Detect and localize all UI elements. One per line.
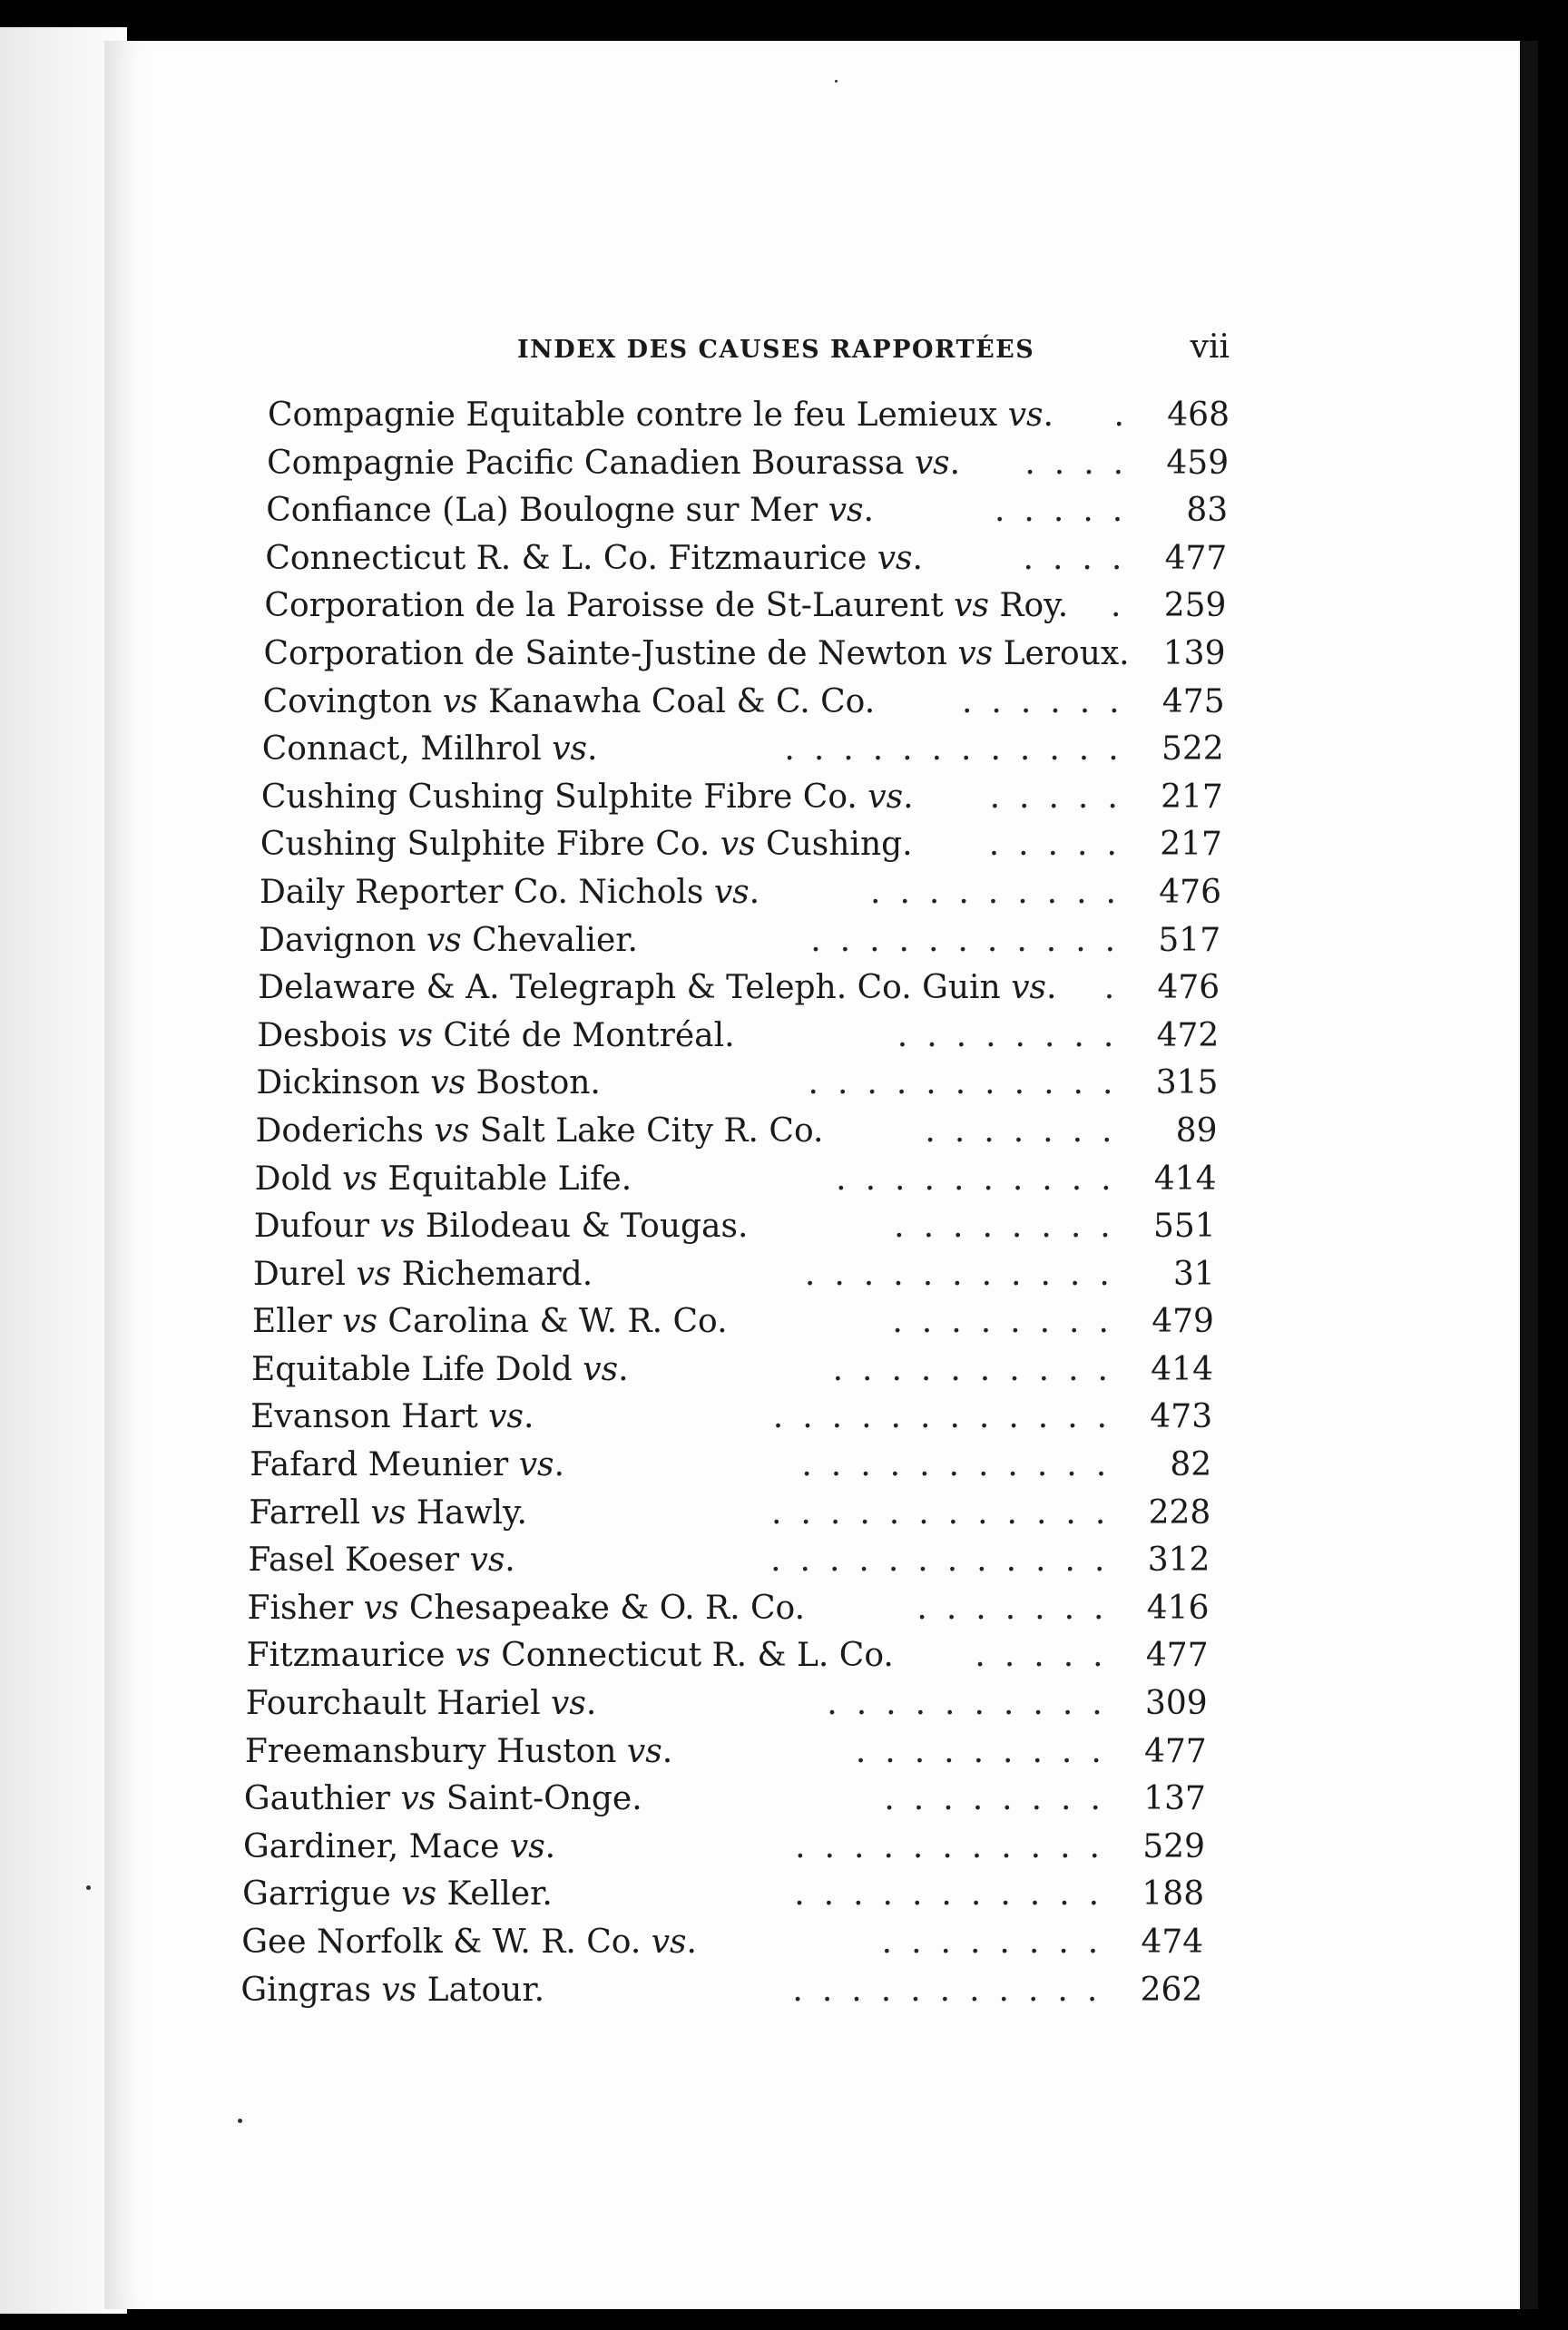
dot-leader: ...... (961, 682, 1139, 720)
entry-name: Fasel Koeser vs. (248, 1542, 515, 1580)
entry-name: Equitable Life Dold vs. (251, 1350, 629, 1388)
entry-name: Fafard Meunier vs. (250, 1446, 564, 1484)
index-entry (260, 821, 1222, 869)
entry-page-number: 416 (1146, 1589, 1210, 1627)
entry-name: Gardiner, Mace vs. (243, 1827, 556, 1865)
index-entry (265, 535, 1227, 583)
entry-name: Fisher vs Chesapeake & O. R. Co. (247, 1589, 806, 1627)
entry-name: Cushing Cushing Sulphite Fibre Co. vs. (260, 778, 914, 816)
page-edge (1520, 41, 1538, 2309)
dot-leader: .......... (832, 1350, 1127, 1388)
index-entries (240, 392, 1230, 2014)
entry-page-number: 89 (1175, 1111, 1218, 1150)
entry-name: Corporation de la Paroisse de St-Laurent vs Roy. (264, 587, 1069, 625)
entry-page-number: 522 (1161, 730, 1224, 769)
index-entry (248, 1537, 1210, 1585)
entry-page-number: 475 (1161, 682, 1225, 720)
index-entry (264, 631, 1226, 679)
entry-name: Davignon vs Chevalier. (259, 921, 638, 959)
dot-leader: ........... (801, 1446, 1126, 1484)
index-entry (263, 679, 1225, 727)
index-entry (261, 774, 1223, 822)
entry-page-number: 529 (1142, 1827, 1205, 1865)
dot-leader: ........... (808, 1064, 1132, 1102)
entry-page-number: 312 (1147, 1542, 1210, 1580)
dot-leader: ..... (989, 778, 1137, 816)
entry-page-number: 309 (1144, 1685, 1208, 1723)
entry-page-number: 473 (1150, 1398, 1213, 1436)
entry-page-number: 477 (1164, 539, 1228, 577)
entry-page-number: 414 (1151, 1350, 1213, 1388)
running-header (517, 328, 1239, 374)
entry-page-number: 476 (1159, 873, 1221, 911)
index-entry (254, 1203, 1216, 1251)
entry-page-number: 551 (1152, 1208, 1216, 1246)
index-entry (264, 582, 1226, 631)
dot-leader: ..... (975, 1637, 1122, 1675)
entry-name: Corporation de Sainte-Justine de Newton vs Leroux. (263, 634, 1130, 672)
index-entry (244, 1776, 1206, 1824)
index-entry (256, 1108, 1218, 1156)
entry-name: Dickinson vs Boston. (256, 1064, 601, 1102)
entry-name: Gingras vs Latour. (240, 1971, 545, 2009)
index-entry (250, 1442, 1211, 1490)
dot-leader: ........ (892, 1303, 1128, 1341)
index-entry (257, 1013, 1219, 1061)
entry-page-number: 217 (1161, 778, 1223, 816)
index-entry (241, 1919, 1203, 1967)
dot-leader: ........... (794, 1875, 1119, 1914)
dot-leader: ............ (770, 1493, 1125, 1532)
entry-name: Cushing Sulphite Fibre Co. vs Cushing. (260, 826, 913, 864)
index-entry (245, 1728, 1207, 1777)
index-entry (251, 1346, 1213, 1395)
entry-name: Fourchault Hariel vs. (245, 1685, 597, 1723)
dot-leader: .... (1023, 539, 1142, 577)
entry-page-number: 82 (1170, 1446, 1212, 1484)
index-entry (249, 1490, 1210, 1538)
dot-leader: . (1110, 587, 1141, 625)
dot-leader: ..... (988, 826, 1136, 864)
dot-leader: ........... (810, 921, 1135, 959)
entry-page-number: 31 (1173, 1255, 1215, 1293)
dot-leader: ......... (855, 1732, 1121, 1770)
index-entry (256, 1060, 1218, 1108)
index-entry (259, 917, 1220, 965)
index-entry (243, 1824, 1205, 1872)
entry-name: Eller vs Carolina & W. R. Co. (251, 1303, 728, 1341)
entry-page-number: 188 (1142, 1875, 1205, 1914)
index-entry (255, 1156, 1217, 1204)
entry-name: Doderichs vs Salt Lake City R. Co. (255, 1111, 824, 1150)
dot-leader: ........... (795, 1827, 1119, 1865)
index-entry (253, 1251, 1215, 1299)
entry-page-number: 459 (1166, 444, 1230, 482)
entry-name: Dold vs Equitable Life. (254, 1160, 632, 1198)
index-entry (247, 1632, 1209, 1680)
index-entry (260, 869, 1221, 917)
entry-page-number: 477 (1145, 1637, 1209, 1675)
entry-name: Confiance (La) Boulogne sur Mer vs. (266, 492, 874, 530)
entry-name: Freemansbury Huston vs. (244, 1732, 673, 1770)
dot-leader: ............ (772, 1398, 1127, 1436)
index-entry (258, 964, 1220, 1013)
entry-page-number: 476 (1157, 969, 1220, 1007)
entry-page-number: 259 (1163, 587, 1227, 625)
entry-name: Connecticut R. & L. Co. Fitzmaurice vs. (265, 539, 923, 577)
entry-page-number: 468 (1167, 396, 1230, 434)
index-entry (267, 440, 1229, 488)
dot-leader: .......... (836, 1160, 1131, 1198)
dot-leader: ........ (894, 1208, 1130, 1246)
dot-leader: ........ (897, 1016, 1133, 1054)
index-entry (262, 726, 1224, 774)
dot-leader: ........... (804, 1255, 1129, 1293)
index-entry (248, 1585, 1210, 1633)
entry-page-number: 139 (1162, 634, 1226, 672)
index-entry (242, 1871, 1204, 1919)
index-entry (252, 1298, 1214, 1346)
entry-page-number: 217 (1160, 826, 1222, 864)
entry-name: Connact, Milhrol vs. (261, 730, 598, 769)
index-entry (246, 1680, 1208, 1728)
entry-name: Farrell vs Hawly. (249, 1493, 527, 1532)
entry-name: Covington vs Kanawha Coal & C. Co. (262, 682, 876, 720)
entry-name: Delaware & A. Telegraph & Teleph. Co. Guin vs. (258, 969, 1057, 1007)
dot-leader: ..... (994, 492, 1142, 530)
entry-page-number: 517 (1158, 921, 1221, 959)
dot-leader: ........ (881, 1924, 1118, 1961)
dot-leader: ....... (916, 1589, 1123, 1627)
entry-page-number: 262 (1140, 1971, 1203, 2009)
dot-leader: ............ (770, 1542, 1124, 1580)
entry-name: Compagnie Pacific Canadien Bourassa vs. (267, 444, 961, 482)
page-folio: vii (1190, 328, 1230, 366)
dot-leader: . (1113, 396, 1143, 434)
entry-name: Desbois vs Cité de Montréal. (257, 1016, 735, 1054)
entry-page-number: 474 (1141, 1924, 1204, 1961)
dot-leader: .... (1024, 444, 1143, 482)
entry-name: Daily Reporter Co. Nichols vs. (260, 873, 760, 911)
entry-page-number: 137 (1143, 1780, 1206, 1818)
entry-name: Gee Norfolk & W. R. Co. vs. (241, 1924, 697, 1961)
dot-leader: ....... (925, 1111, 1132, 1150)
dot-leader: ............ (784, 730, 1138, 769)
entry-name: Gauthier vs Saint-Onge. (243, 1780, 642, 1818)
entry-page-number: 83 (1186, 492, 1229, 530)
index-entry (266, 487, 1228, 535)
entry-name: Garrigue vs Keller. (242, 1875, 553, 1914)
entry-page-number: 315 (1155, 1064, 1219, 1102)
entry-page-number: 479 (1152, 1303, 1214, 1341)
entry-page-number: 472 (1156, 1016, 1220, 1054)
header-title: INDEX DES CAUSES RAPPORTÉES (517, 336, 1035, 364)
entry-name: Durel vs Richemard. (252, 1255, 593, 1293)
dot-leader: ........... (792, 1971, 1117, 2009)
entry-page-number: 477 (1144, 1732, 1207, 1770)
entry-name: Compagnie Equitable contre le feu Lemieux vs. (268, 396, 1054, 434)
index-entry (268, 392, 1230, 440)
dot-leader: ........ (884, 1780, 1120, 1818)
index-entry (250, 1394, 1212, 1442)
entry-page-number: 414 (1153, 1160, 1217, 1198)
entry-name: Fitzmaurice vs Connecticut R. & L. Co. (246, 1637, 894, 1675)
dot-leader: . (1103, 969, 1134, 1007)
entry-page-number: 228 (1148, 1493, 1211, 1532)
index-entry (240, 1967, 1202, 2015)
dot-leader: .......... (827, 1685, 1122, 1723)
entry-name: Dufour vs Bilodeau & Tougas. (253, 1208, 749, 1246)
entry-name: Evanson Hart vs. (250, 1398, 534, 1436)
dot-leader: ......... (870, 873, 1135, 911)
